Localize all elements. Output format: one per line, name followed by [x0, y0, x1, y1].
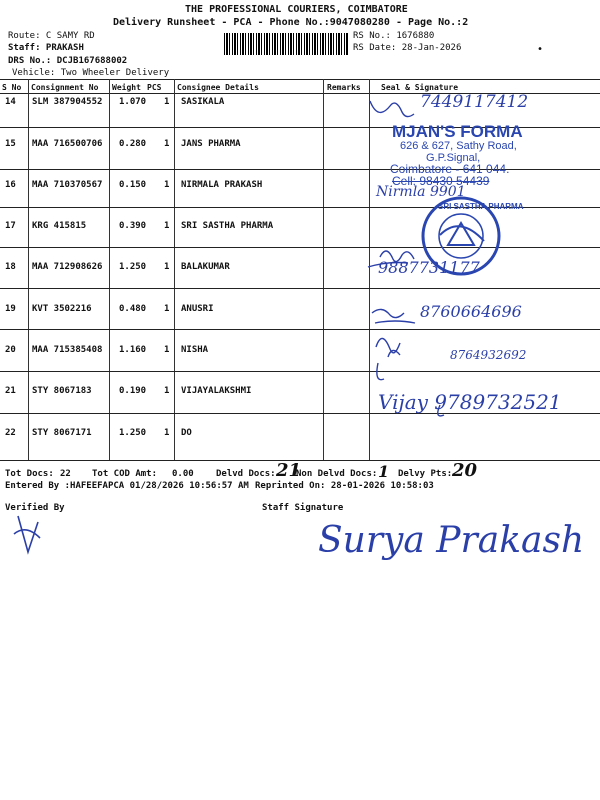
cell-consignment: MAA 712908626 — [32, 262, 103, 272]
col-sep — [109, 79, 110, 461]
cell-sno: 21 — [5, 386, 16, 396]
tot-docs-value: 22 — [60, 469, 71, 479]
cell-consignee: NIRMALA PRAKASH — [181, 180, 263, 190]
cell-weight: 0.150 — [119, 180, 147, 190]
cell-consignee: SASIKALA — [181, 97, 225, 107]
cell-consignment: STY 8067183 — [32, 386, 92, 396]
col-pcs: PCS — [147, 83, 162, 92]
col-consignment: Consignment No — [31, 83, 99, 92]
cell-pcs: 1 — [164, 386, 170, 396]
delvd-docs-handwritten: 21 — [276, 460, 302, 481]
cell-pcs: 1 — [164, 180, 170, 190]
handwritten-name-row16: Nirmla 9901 — [376, 184, 466, 200]
mjans-stamp-address2: G.P.Signal, — [426, 152, 481, 164]
cell-sno: 14 — [5, 97, 16, 107]
verified-by-label: Verified By — [5, 503, 65, 513]
cell-weight: 1.070 — [119, 97, 147, 107]
tot-cod-label: Tot COD Amt: — [92, 469, 158, 479]
cell-pcs: 1 — [164, 345, 170, 355]
barcode — [224, 33, 349, 55]
col-sno: S No — [2, 83, 22, 92]
non-delvd-label: Non Delvd Docs: — [296, 469, 378, 479]
cell-sno: 15 — [5, 139, 16, 149]
handwritten-phone-row14: 7449117412 — [420, 92, 529, 112]
cell-consignment: SLM 387904552 — [32, 97, 103, 107]
cell-weight: 1.250 — [119, 428, 147, 438]
cell-consignee: ANUSRI — [181, 304, 214, 314]
cell-consignment: MAA 715385408 — [32, 345, 103, 355]
col-sep — [28, 79, 29, 461]
cell-pcs: 1 — [164, 221, 170, 231]
cell-consignee: DO — [181, 428, 192, 438]
cell-weight: 0.190 — [119, 386, 147, 396]
cell-weight: 0.280 — [119, 139, 147, 149]
delvy-pts-label: Delvy Pts: — [398, 469, 453, 479]
cell-consignment: MAA 716500706 — [32, 139, 103, 149]
col-weight: Weight — [112, 83, 141, 92]
cell-consignee: SRI SASTHA PHARMA — [181, 221, 274, 231]
cell-pcs: 1 — [164, 97, 170, 107]
rs-number: RS No.: 1676880 — [353, 31, 435, 41]
col-sep — [174, 79, 175, 461]
cell-sno: 16 — [5, 180, 16, 190]
col-sep — [323, 79, 324, 461]
handwritten-phone-row21: Vijay 9789732521 — [378, 390, 562, 414]
staff-label: Staff: PRAKASH — [8, 43, 84, 53]
dot-mark: • — [537, 44, 544, 55]
col-remarks: Remarks — [327, 83, 361, 92]
cell-consignment: KRG 415815 — [32, 221, 87, 231]
cell-consignee: NISHA — [181, 345, 209, 355]
staff-signature-label: Staff Signature — [262, 503, 344, 513]
cell-weight: 1.250 — [119, 262, 147, 272]
staff-signature-handwritten: Surya Prakash — [318, 520, 585, 561]
non-delvd-handwritten: 1 — [378, 462, 390, 481]
cell-consignee: JANS PHARMA — [181, 139, 241, 149]
cell-pcs: 1 — [164, 428, 170, 438]
cell-consignee: BALAKUMAR — [181, 262, 230, 272]
company-title: THE PROFESSIONAL COURIERS, COIMBATORE — [185, 4, 408, 15]
cell-sno: 22 — [5, 428, 16, 438]
sri-sastha-seal-text: SRI SASTHA PHARMA — [438, 202, 524, 211]
cell-consignee: VIJAYALAKSHMI — [181, 386, 252, 396]
cell-weight: 1.160 — [119, 345, 147, 355]
vehicle-label: Vehicle: Two Wheeler Delivery — [12, 68, 170, 78]
cell-pcs: 1 — [164, 139, 170, 149]
entered-by: Entered By :HAFEEFAPCA 01/28/2026 10:56:57 AM — [5, 481, 249, 491]
cell-sno: 18 — [5, 262, 16, 272]
col-consignee: Consignee Details — [177, 83, 259, 92]
rs-date: RS Date: 28-Jan-2026 — [353, 43, 462, 53]
delvd-docs-label: Delvd Docs: — [216, 469, 276, 479]
mjans-stamp-name: MJAN'S FORMA — [392, 122, 523, 141]
tot-cod-value: 0.00 — [172, 469, 194, 479]
cell-consignment: MAA 710370567 — [32, 180, 103, 190]
mjans-stamp-cell: Cell: 98430 54439 — [392, 174, 490, 188]
delvy-pts-handwritten: 20 — [452, 460, 478, 481]
drs-label: DRS No.: DCJB167688002 — [8, 56, 128, 66]
cell-sno: 17 — [5, 221, 16, 231]
reprinted-on: Reprinted On: 28-01-2026 10:58:03 — [255, 481, 434, 491]
cell-consignment: KVT 3502216 — [32, 304, 92, 314]
verifier-signature-scribble — [10, 512, 50, 558]
cell-sno: 20 — [5, 345, 16, 355]
handwritten-phone-row18: 9887731177 — [378, 258, 480, 277]
cell-consignment: STY 8067171 — [32, 428, 92, 438]
handwritten-phone-row19: 8760664696 — [420, 302, 522, 321]
mjans-stamp-address3: Coimbatore - 641 044. — [390, 162, 510, 176]
handwritten-phone-row20: 8764932692 — [450, 348, 527, 362]
cell-pcs: 1 — [164, 262, 170, 272]
route-label: Route: C SAMY RD — [8, 31, 95, 41]
tot-docs-label: Tot Docs: — [5, 469, 54, 479]
table-top-rule — [0, 79, 600, 80]
runsheet-subtitle: Delivery Runsheet - PCA - Phone No.:9047080280 - Page No.:2 — [113, 17, 469, 28]
cell-weight: 0.390 — [119, 221, 147, 231]
cell-weight: 0.480 — [119, 304, 147, 314]
col-seal-signature: Seal & Signature — [381, 83, 459, 92]
cell-sno: 19 — [5, 304, 16, 314]
cell-pcs: 1 — [164, 304, 170, 314]
mjans-stamp-address1: 626 & 627, Sathy Road, — [400, 140, 517, 152]
